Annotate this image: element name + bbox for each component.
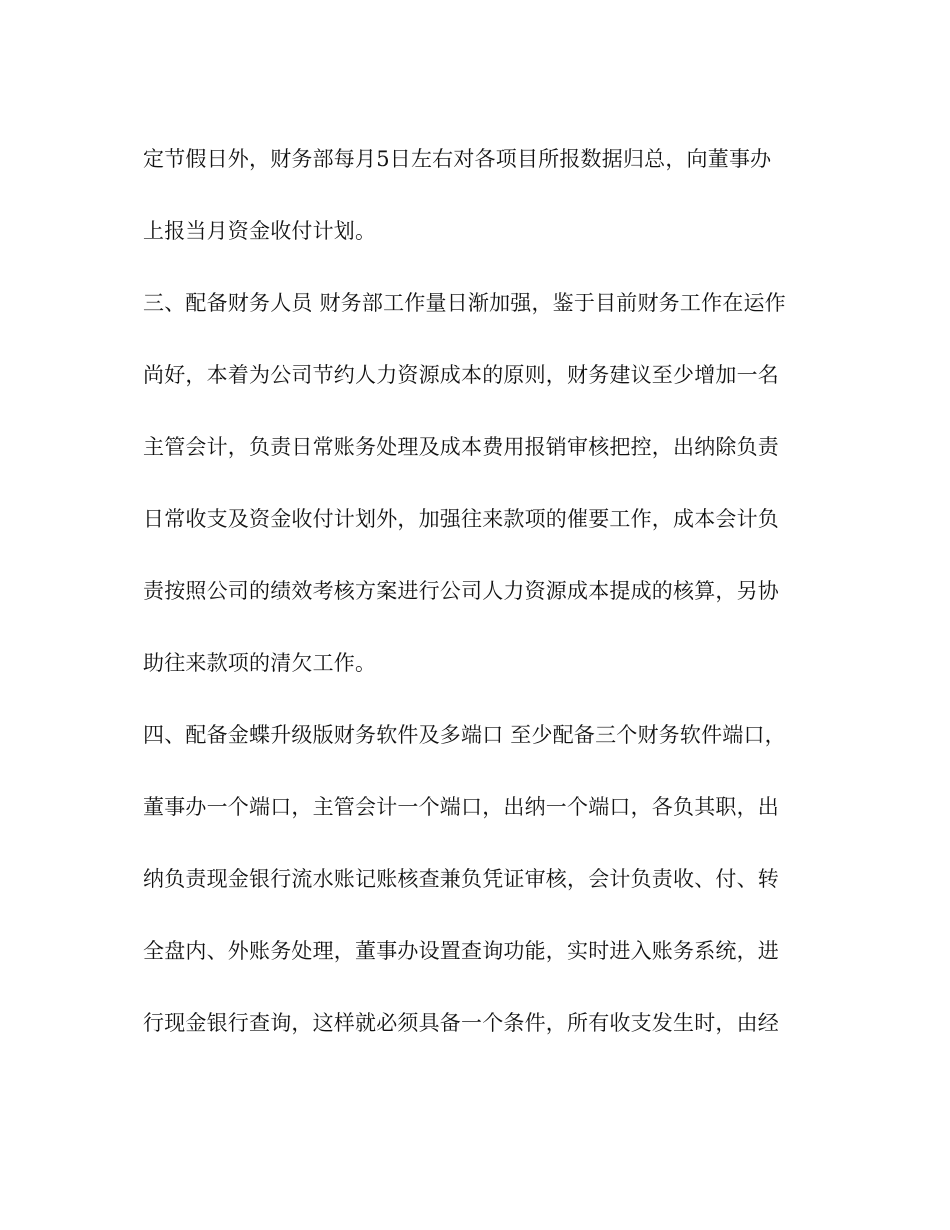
text-line: 三、配备财务人员 财务部工作量日渐加强，鉴于目前财务工作在运作 <box>143 291 786 315</box>
text-line: 日常收支及资金收付计划外，加强往来款项的催要工作，成本会计负 <box>143 507 779 531</box>
text-line: 上报当月资金收付计划。 <box>143 219 377 243</box>
text-line: 行现金银行查询，这样就必须具备一个条件，所有收支发生时，由经 <box>143 1011 779 1035</box>
text-line: 定节假日外，财务部每月5日左右对各项目所报数据归总，向董事办 <box>143 147 772 171</box>
text-line: 主管会计，负责日常账务处理及成本费用报销审核把控，出纳除负责 <box>143 435 779 459</box>
text-line: 助往来款项的清欠工作。 <box>143 651 377 675</box>
text-line: 纳负责现金银行流水账记账核查兼负凭证审核，会计负责收、付、转 <box>143 867 779 891</box>
text-line: 尚好，本着为公司节约人力资源成本的原则，财务建议至少增加一名 <box>143 363 779 387</box>
text-line: 四、配备金蝶升级版财务软件及多端口 至少配备三个财务软件端口， <box>143 723 786 747</box>
text-line: 全盘内、外账务处理，董事办设置查询功能，实时进入账务系统，进 <box>143 939 779 963</box>
text-line: 董事办一个端口，主管会计一个端口，出纳一个端口，各负其职，出 <box>143 795 779 819</box>
text-line: 责按照公司的绩效考核方案进行公司人力资源成本提成的核算，另协 <box>143 579 779 603</box>
